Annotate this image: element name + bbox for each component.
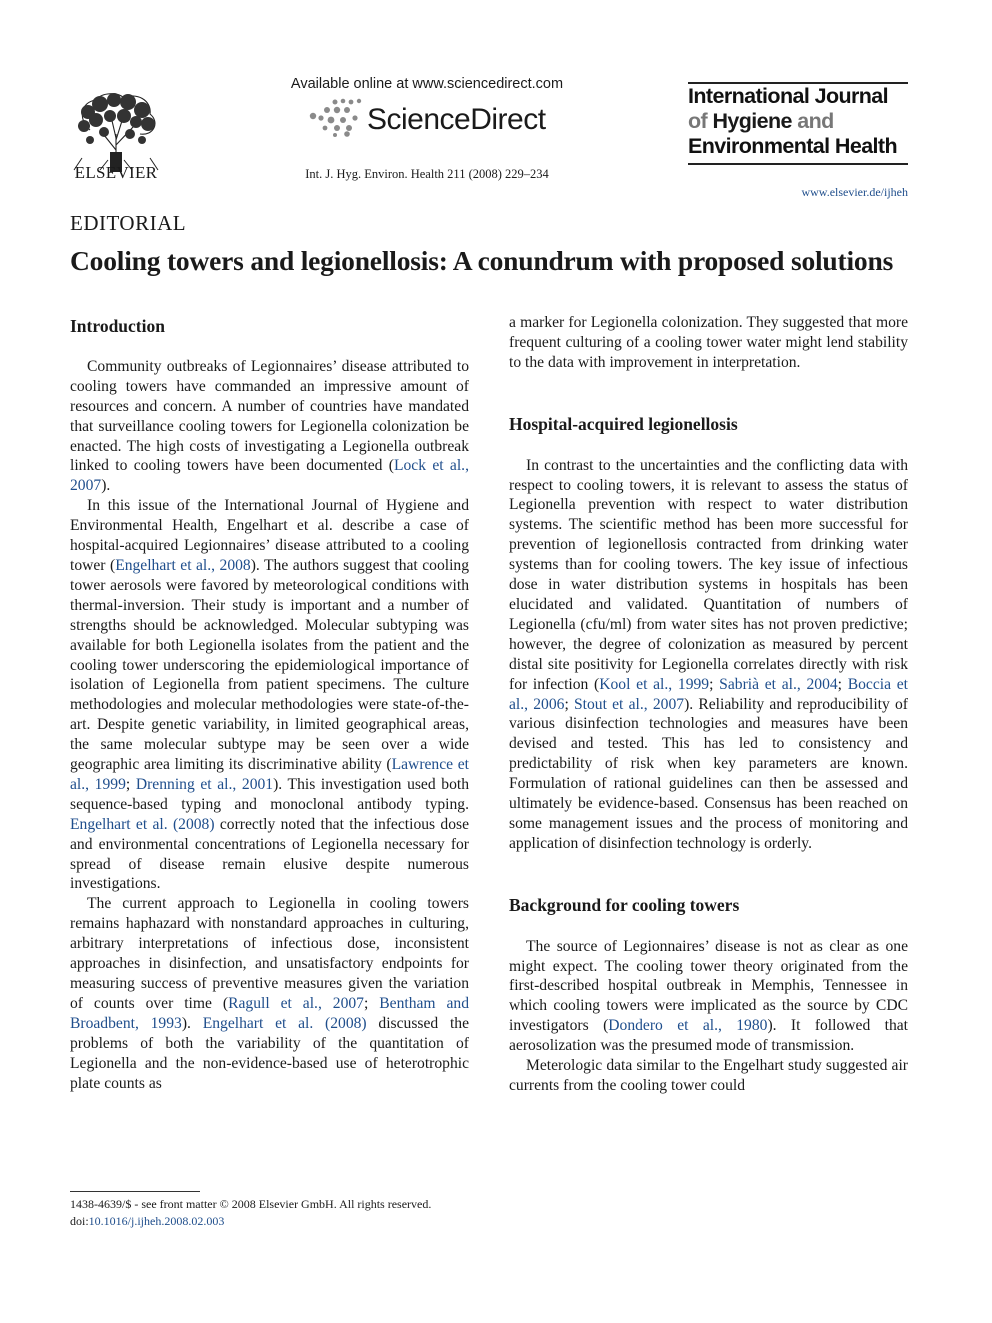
left-column bbox=[70, 317, 469, 1093]
doi-label: doi: bbox=[70, 1214, 89, 1228]
ref-lawrence-1999[interactable]: Lawrence et al., 1999 bbox=[70, 756, 469, 793]
ref-boccia-2006[interactable]: Boccia et al., 2006 bbox=[509, 675, 909, 713]
sciencedirect-wordmark: ScienceDirect bbox=[367, 103, 546, 136]
paragraph-1 bbox=[70, 357, 469, 496]
journal-title-hygiene: Hygiene bbox=[712, 109, 792, 133]
right-column bbox=[509, 313, 908, 1096]
paragraph-text: ; bbox=[363, 994, 380, 1012]
available-online-text[interactable]: Available online at www.sciencedirect.com bbox=[290, 76, 564, 92]
paragraph-text: The current approach to Legionella in cooling towers remains haphazard with nonstandard approaches in culturing, arbitrary interpretations of infectious dose, inconsistent approaches in disinfection, and unsatisfactory endpoints for measuring success of preventive measures given the variation of counts over time ( bbox=[70, 895, 469, 1012]
heading-hospital-acquired: Hospital-acquired legionellosis bbox=[509, 413, 738, 434]
paragraph-text: In this issue of the International Journal of Hygiene and Environmental Health, Engelhart et al. describe a case of hospital-acquired Legionnaires’ disease attributed to a cooling tower ( bbox=[70, 497, 469, 574]
paragraph-text: The source of Legionnaires’ disease is not as clear as one might expect. The cooling tower theory originated from the first-described hospital outbreak in Memphis, Tennessee in which cooling towers were implicated as the source by CDC investigators ( bbox=[509, 937, 908, 1035]
footer-doi bbox=[70, 1214, 224, 1229]
article-title: Cooling towers and legionellosis: A conundrum with proposed solutions bbox=[70, 245, 894, 276]
journal-title-block bbox=[688, 82, 908, 165]
paragraph-text: ). bbox=[101, 477, 111, 495]
journal-title-of: of bbox=[688, 109, 708, 133]
journal-citation: Int. J. Hyg. Environ. Health 211 (2008) 229–234 bbox=[305, 167, 549, 181]
ref-engelhart-2008c[interactable]: Engelhart et al. (2008) bbox=[202, 1014, 367, 1032]
ref-engelhart-2008b[interactable]: Engelhart et al. (2008) bbox=[70, 815, 215, 833]
sciencedirect-dots-icon bbox=[305, 98, 367, 138]
journal-rule-bottom bbox=[688, 163, 908, 165]
footer-rule bbox=[70, 1191, 200, 1192]
ref-dondero-1980[interactable]: Dondero et al., 1980 bbox=[608, 1017, 768, 1035]
publisher-name: ELSEVIER bbox=[74, 163, 158, 182]
paragraph-text: ). Reliability and reproducibility of various disinfection technologies and measures have been devised and tested. This has led to consistency and predictability of risk when key parameters are known. Formulation of rational guidelines can then be assessed and ultimately be evidence-based. Consensus has been reached on some management issues and the process of monitoring and application of disinfection technology is orderly. bbox=[509, 695, 908, 852]
paragraph-text: In contrast to the uncertainties and the conflicting data with respect to cooling towers, it is relevant to assess the status of Legionella prevention with respect to water distribution systems. The scientific method has been more successful for prevention of legionellosis contracted from drinking water systems than for cooling towers. The key issue of infectious dose in water distribution systems in hospitals has been elucidated and validated. Quantitation of numbers of Legionella (cfu/ml) from water sites has not proven predictive; however, the degree of colonization as measured by percent distal site positivity for Legionella correlates directly with risk for infection ( bbox=[509, 456, 908, 693]
paragraph-5 bbox=[509, 937, 908, 1056]
paragraph-text: ; bbox=[125, 775, 136, 793]
paragraph-6: Meterologic data similar to the Engelhart study suggested air currents from the cooling tower could bbox=[509, 1057, 908, 1094]
section-label: EDITORIAL bbox=[70, 211, 187, 235]
paragraph-text: correctly noted that the infectious dose and environmental concentrations of Legionella necessary for spread of disease remain elusive despite numerous investigations. bbox=[70, 815, 469, 893]
journal-title-line2 bbox=[688, 109, 908, 134]
paragraph-text: ). It followed that aerosolization was the presumed mode of transmission. bbox=[509, 1017, 909, 1055]
paragraph-text: ; bbox=[837, 675, 848, 693]
ref-bentham-1993[interactable]: Bentham and Broadbent, 1993 bbox=[70, 994, 470, 1032]
ref-drenning-2001[interactable]: Drenning et al., 2001 bbox=[135, 775, 274, 793]
paragraph-continued: a marker for Legionella colonization. They suggested that more frequent culturing of a cooling tower water might lend stability to the data with improvement in interpretation. bbox=[509, 314, 908, 371]
journal-title-and: and bbox=[797, 109, 834, 133]
paragraph-text: ). This investigation used both sequence-based typing and monoclonal antibody typing. bbox=[70, 775, 470, 813]
ref-lock-2007[interactable]: Lock et al., 2007 bbox=[70, 457, 469, 495]
journal-url-link[interactable]: www.elsevier.de/ijheh bbox=[801, 185, 908, 199]
paragraph-2 bbox=[70, 496, 469, 894]
paragraph-text: ; bbox=[709, 675, 720, 693]
ref-stout-2007[interactable]: Stout et al., 2007 bbox=[574, 695, 685, 713]
paragraph-text: discussed the problems of both the variability of the quantitation of Legionella and the non-evidence-based use of heterotrophic plate counts as bbox=[70, 1014, 469, 1092]
journal-title-line1: International Journal bbox=[688, 84, 889, 108]
ref-engelhart-2008[interactable]: Engelhart et al., 2008 bbox=[115, 556, 251, 574]
journal-title-line3: Environmental Health bbox=[688, 134, 898, 158]
paragraph-text: ). bbox=[181, 1014, 203, 1032]
heading-background-cooling-towers: Background for cooling towers bbox=[509, 894, 740, 915]
ref-kool-1999[interactable]: Kool et al., 1999 bbox=[599, 675, 710, 693]
ref-ragull-2007[interactable]: Ragull et al., 2007 bbox=[228, 994, 364, 1012]
paragraph-3 bbox=[70, 894, 469, 1093]
ref-sabria-2004[interactable]: Sabrià et al., 2004 bbox=[719, 675, 838, 693]
doi-link[interactable]: 10.1016/j.ijheh.2008.02.003 bbox=[88, 1214, 225, 1228]
footer-issn-copyright: 1438-4639/$ - see front matter © 2008 Elsevier GmbH. All rights reserved. bbox=[70, 1197, 432, 1211]
paragraph-text: ; bbox=[564, 695, 574, 713]
paragraph-text: Community outbreaks of Legionnaires’ disease attributed to cooling towers have commanded an impressive amount of resources and concern. A number of countries have mandated that surveillance cooling towers for Legionella colonization be enacted. The high costs of investigating a Legionella outbreak linked to cooling towers have been documented ( bbox=[70, 357, 469, 475]
paragraph-4 bbox=[509, 456, 908, 854]
paragraph-text: ). The authors suggest that cooling tower aerosols were favored by meteorological conditions with thermal-inversion. Their study is important and a number of strengths should be acknowledged. Molecular subtyping was available for both Legionella isolates from the patient and the cooling tower underscoring the epidemiological importance of isolation of Legionella from patient specimens. The culture methodologies and molecular methodologies were state-of-the-art. Despite genetic variability, in limited geographical areas, the same molecular subtype may be seen over a wide geographic area limiting its discriminative ability ( bbox=[70, 556, 470, 774]
heading-introduction: Introduction bbox=[70, 316, 165, 336]
